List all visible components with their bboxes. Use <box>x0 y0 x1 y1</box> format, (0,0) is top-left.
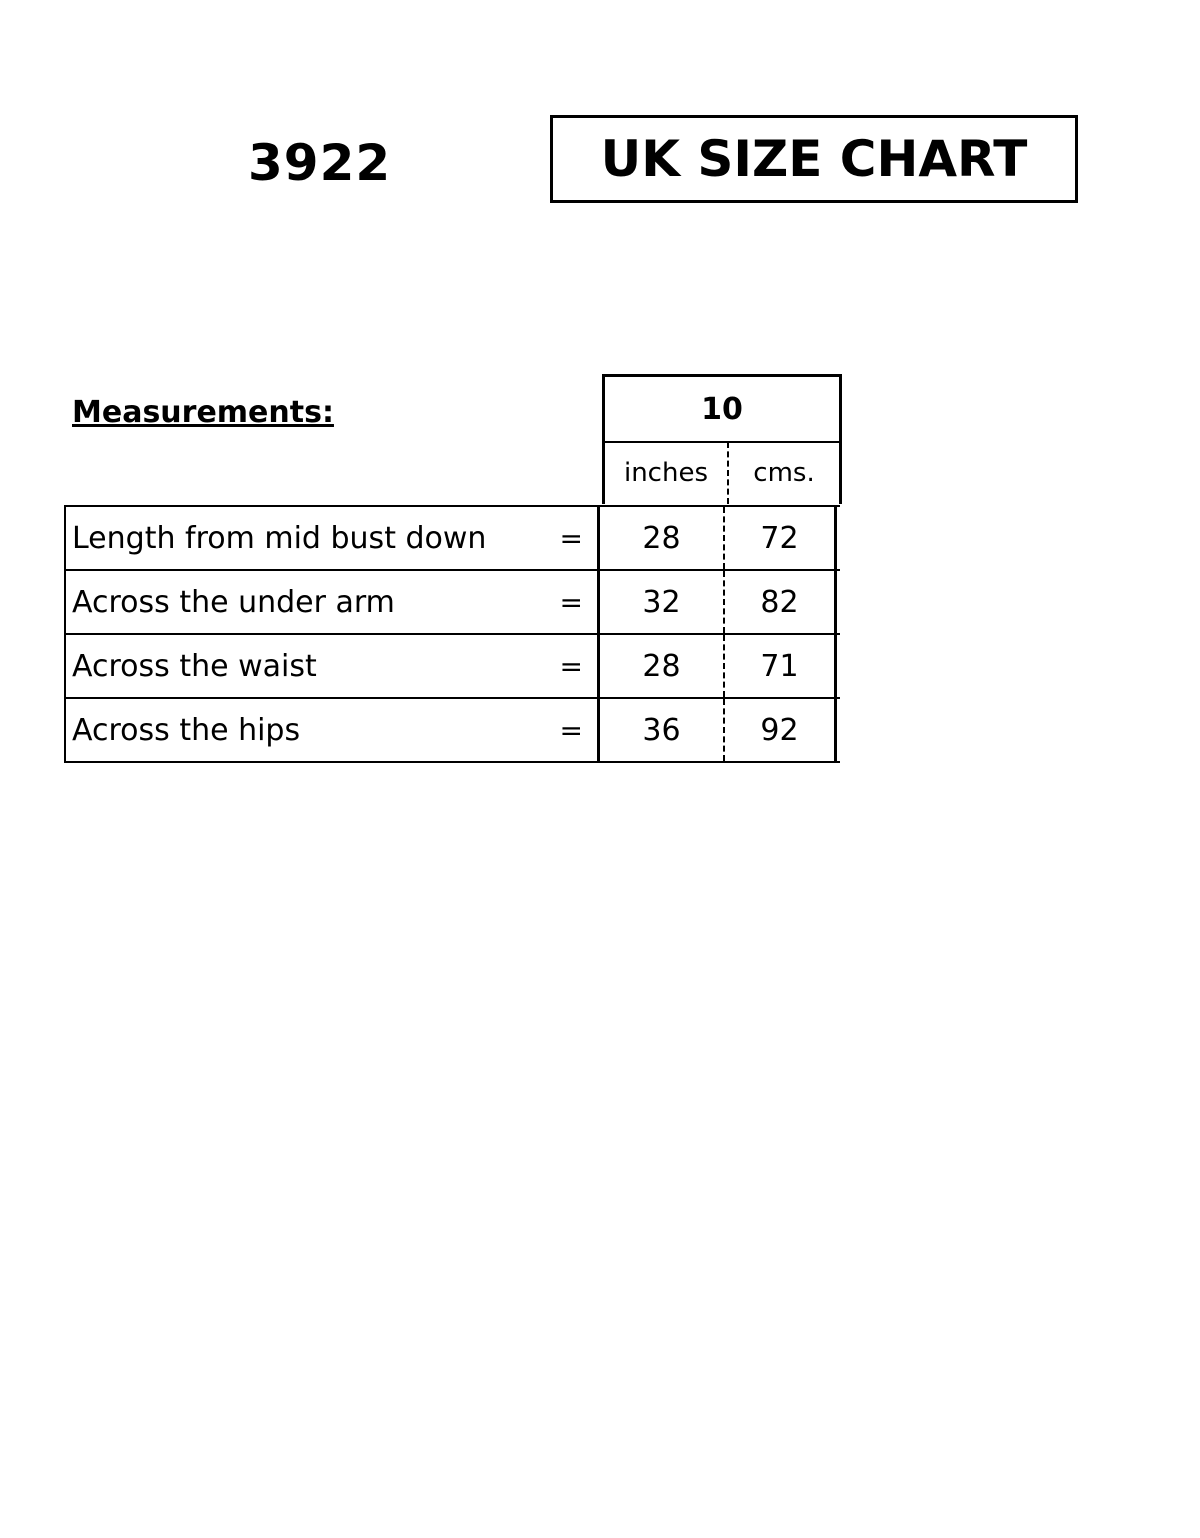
equals-sign: = <box>559 585 583 619</box>
measurement-label-cell <box>64 507 600 569</box>
style-number: 3922 <box>248 134 392 192</box>
value-inches: 32 <box>600 571 725 633</box>
value-inches: 36 <box>600 699 725 761</box>
equals-sign: = <box>559 649 583 683</box>
equals-sign: = <box>559 713 583 747</box>
value-inches: 28 <box>600 635 725 697</box>
size-label: 10 <box>701 391 743 427</box>
value-cms: 71 <box>725 635 837 697</box>
measurement-label-cell <box>64 635 600 697</box>
measurement-label: Across the waist <box>72 648 317 684</box>
chart-title: UK SIZE CHART <box>600 130 1028 188</box>
unit-inches: inches <box>605 442 729 504</box>
units-row <box>602 442 842 504</box>
equals-sign: = <box>559 521 583 555</box>
measurement-label: Length from mid bust down <box>72 520 487 556</box>
measurement-label-cell <box>64 699 600 761</box>
value-cms: 92 <box>725 699 837 761</box>
measurement-table <box>64 505 840 763</box>
measurement-label: Across the under arm <box>72 584 395 620</box>
table-row <box>64 699 840 763</box>
value-inches: 28 <box>600 507 725 569</box>
table-row <box>64 635 840 699</box>
unit-cms: cms. <box>753 458 815 488</box>
table-row <box>64 507 840 571</box>
measurement-label: Across the hips <box>72 712 301 748</box>
value-cms: 82 <box>725 571 837 633</box>
value-cms: 72 <box>725 507 837 569</box>
chart-title-box <box>550 115 1078 203</box>
measurement-label-cell <box>64 571 600 633</box>
size-header <box>602 374 842 443</box>
measurements-heading: Measurements: <box>72 395 334 430</box>
table-row <box>64 571 840 635</box>
